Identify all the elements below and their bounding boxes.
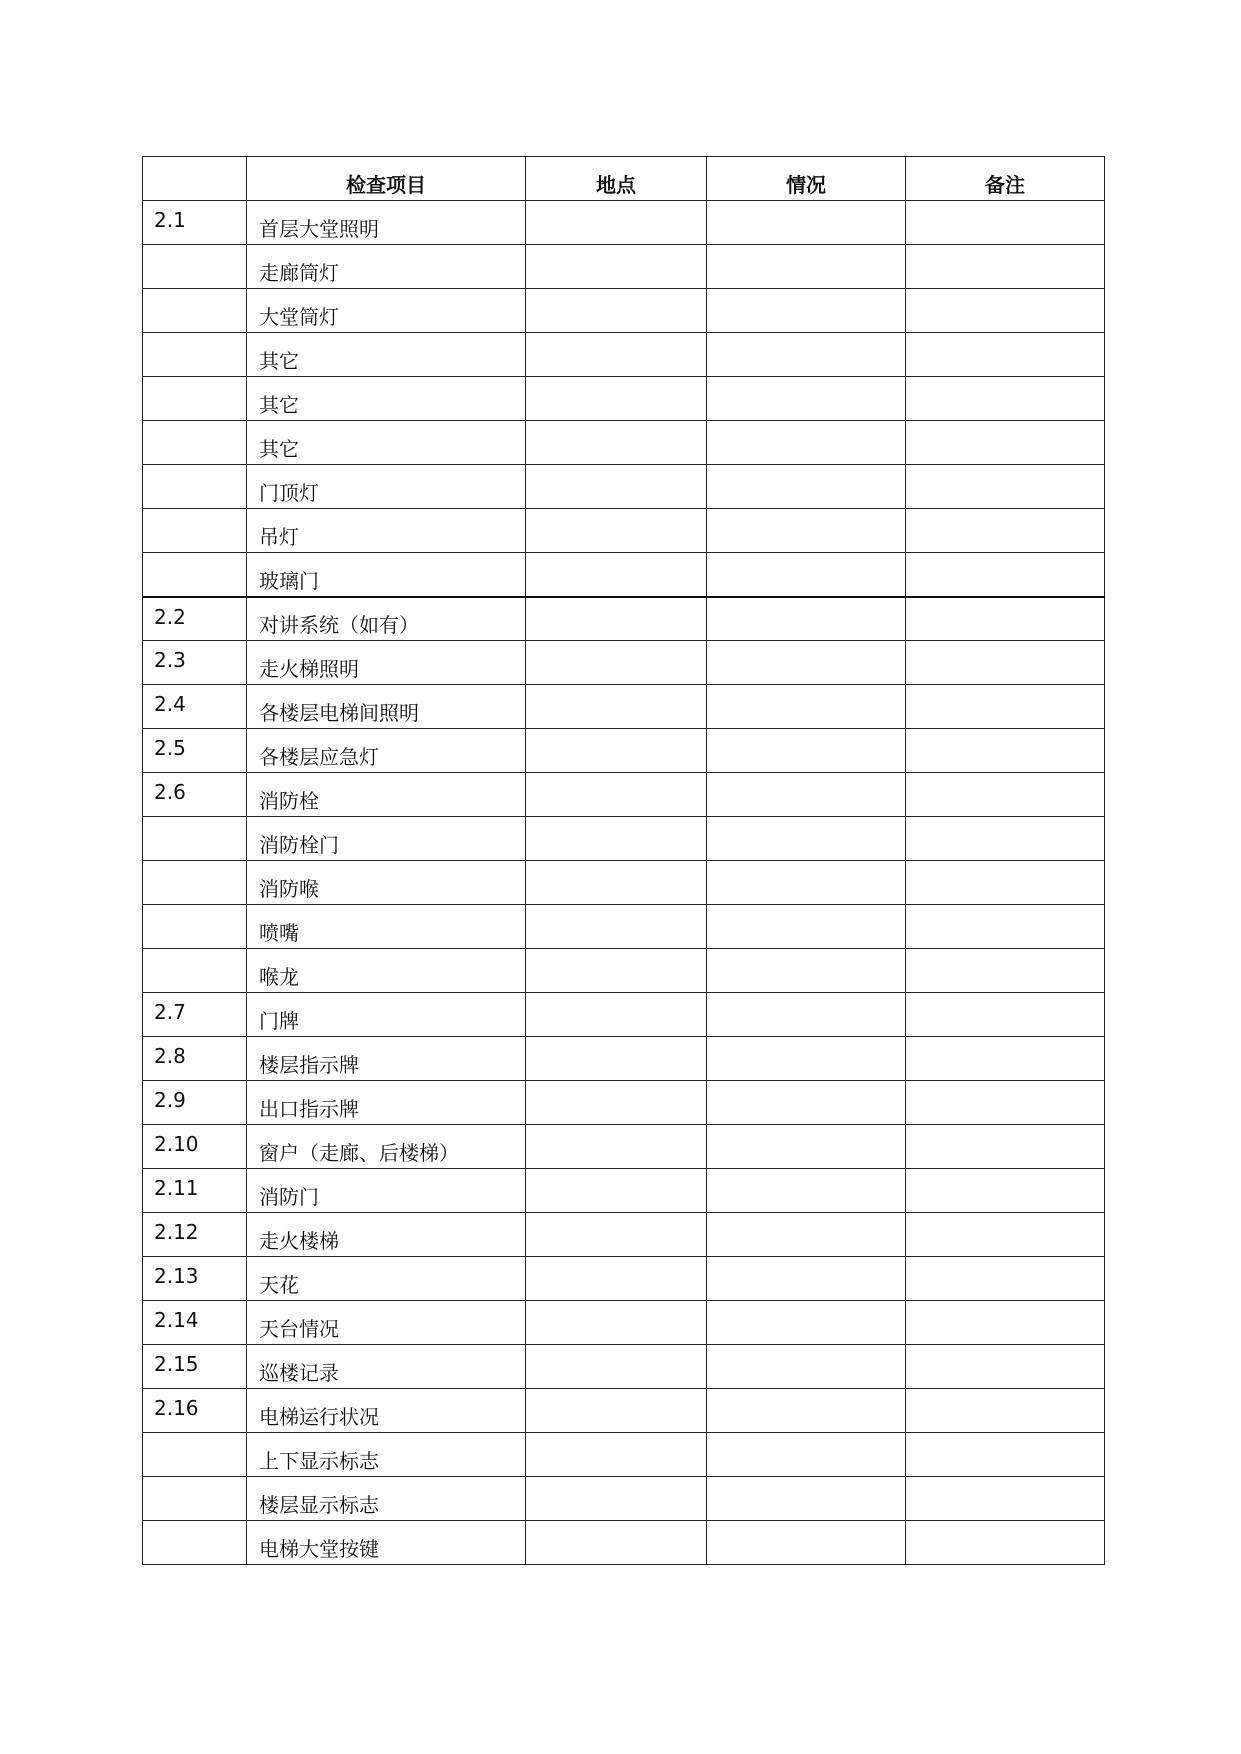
- cell-number: 2.6: [143, 773, 247, 817]
- cell-condition: [707, 905, 906, 949]
- table-row: [143, 993, 1105, 1037]
- cell-condition: [707, 861, 906, 905]
- cell-item: 楼层指示牌: [247, 1037, 526, 1081]
- cell-location: [526, 1081, 707, 1125]
- table-row: [143, 685, 1105, 729]
- cell-remarks: [906, 1081, 1105, 1125]
- cell-remarks: [906, 949, 1105, 993]
- cell-number: 2.3: [143, 641, 247, 685]
- cell-number: 2.13: [143, 1257, 247, 1301]
- cell-location: [526, 905, 707, 949]
- cell-remarks: [906, 201, 1105, 245]
- cell-number: 2.8: [143, 1037, 247, 1081]
- cell-location: [526, 201, 707, 245]
- cell-number: 2.5: [143, 729, 247, 773]
- cell-condition: [707, 1521, 906, 1565]
- cell-number: [143, 465, 247, 509]
- cell-number: [143, 377, 247, 421]
- cell-condition: [707, 773, 906, 817]
- cell-condition: [707, 1037, 906, 1081]
- cell-condition: [707, 377, 906, 421]
- cell-location: [526, 817, 707, 861]
- cell-location: [526, 245, 707, 289]
- cell-location: [526, 333, 707, 377]
- cell-item: 各楼层电梯间照明: [247, 685, 526, 729]
- table-row: [143, 421, 1105, 465]
- table-row: [143, 1301, 1105, 1345]
- cell-condition: [707, 465, 906, 509]
- cell-remarks: [906, 245, 1105, 289]
- cell-number: 2.11: [143, 1169, 247, 1213]
- table-row: [143, 1521, 1105, 1565]
- table-row: [143, 289, 1105, 333]
- cell-number: 2.4: [143, 685, 247, 729]
- cell-item: 走火梯照明: [247, 641, 526, 685]
- cell-number: [143, 553, 247, 597]
- cell-remarks: [906, 1257, 1105, 1301]
- cell-number: [143, 289, 247, 333]
- cell-item: 电梯运行状况: [247, 1389, 526, 1433]
- cell-condition: [707, 817, 906, 861]
- cell-remarks: [906, 1389, 1105, 1433]
- table-row: [143, 553, 1105, 597]
- cell-location: [526, 1521, 707, 1565]
- cell-condition: [707, 1257, 906, 1301]
- cell-remarks: [906, 377, 1105, 421]
- cell-number: [143, 1521, 247, 1565]
- cell-location: [526, 1301, 707, 1345]
- cell-condition: [707, 685, 906, 729]
- cell-remarks: [906, 993, 1105, 1037]
- cell-item: 其它: [247, 377, 526, 421]
- cell-condition: [707, 949, 906, 993]
- cell-item: 对讲系统（如有）: [247, 597, 526, 641]
- cell-location: [526, 509, 707, 553]
- cell-location: [526, 1433, 707, 1477]
- cell-number: 2.2: [143, 597, 247, 641]
- cell-condition: [707, 1213, 906, 1257]
- cell-remarks: [906, 289, 1105, 333]
- cell-number: 2.9: [143, 1081, 247, 1125]
- cell-location: [526, 1037, 707, 1081]
- table-row: [143, 201, 1105, 245]
- table-row: [143, 641, 1105, 685]
- table-row: [143, 333, 1105, 377]
- cell-item: 消防喉: [247, 861, 526, 905]
- table-row: [143, 1433, 1105, 1477]
- table-row: [143, 509, 1105, 553]
- cell-number: 2.12: [143, 1213, 247, 1257]
- cell-item: 巡楼记录: [247, 1345, 526, 1389]
- cell-number: [143, 905, 247, 949]
- table-row: [143, 1345, 1105, 1389]
- header-row: [143, 157, 1105, 201]
- cell-item: 首层大堂照明: [247, 201, 526, 245]
- cell-item: 上下显示标志: [247, 1433, 526, 1477]
- cell-location: [526, 949, 707, 993]
- cell-item: 电梯大堂按键: [247, 1521, 526, 1565]
- cell-location: [526, 641, 707, 685]
- cell-location: [526, 1213, 707, 1257]
- cell-remarks: [906, 597, 1105, 641]
- cell-location: [526, 1257, 707, 1301]
- cell-item: 天台情况: [247, 1301, 526, 1345]
- table-row: [143, 1257, 1105, 1301]
- cell-location: [526, 377, 707, 421]
- cell-condition: [707, 245, 906, 289]
- cell-item: 各楼层应急灯: [247, 729, 526, 773]
- cell-number: 2.7: [143, 993, 247, 1037]
- cell-remarks: [906, 1477, 1105, 1521]
- cell-item: 吊灯: [247, 509, 526, 553]
- cell-location: [526, 289, 707, 333]
- cell-remarks: [906, 1213, 1105, 1257]
- cell-condition: [707, 1301, 906, 1345]
- cell-location: [526, 1125, 707, 1169]
- cell-condition: [707, 1389, 906, 1433]
- cell-item: 其它: [247, 333, 526, 377]
- cell-remarks: [906, 685, 1105, 729]
- cell-item: 消防栓: [247, 773, 526, 817]
- cell-condition: [707, 201, 906, 245]
- cell-remarks: [906, 861, 1105, 905]
- cell-number: [143, 245, 247, 289]
- table-row: [143, 1037, 1105, 1081]
- table-row: [143, 817, 1105, 861]
- cell-number: 2.16: [143, 1389, 247, 1433]
- cell-number: [143, 1433, 247, 1477]
- cell-remarks: [906, 1433, 1105, 1477]
- cell-number: [143, 1477, 247, 1521]
- cell-number: 2.10: [143, 1125, 247, 1169]
- cell-condition: [707, 729, 906, 773]
- table-row: [143, 597, 1105, 641]
- header-number: [143, 157, 247, 201]
- cell-condition: [707, 289, 906, 333]
- cell-condition: [707, 553, 906, 597]
- table-row: [143, 1169, 1105, 1213]
- cell-item: 窗户（走廊、后楼梯）: [247, 1125, 526, 1169]
- cell-remarks: [906, 553, 1105, 597]
- cell-condition: [707, 993, 906, 1037]
- cell-item: 楼层显示标志: [247, 1477, 526, 1521]
- table-row: [143, 1081, 1105, 1125]
- cell-remarks: [906, 1169, 1105, 1213]
- cell-number: 2.14: [143, 1301, 247, 1345]
- cell-item: 走廊筒灯: [247, 245, 526, 289]
- cell-location: [526, 553, 707, 597]
- cell-remarks: [906, 1301, 1105, 1345]
- table-row: [143, 1477, 1105, 1521]
- table-row: [143, 245, 1105, 289]
- cell-item: 门顶灯: [247, 465, 526, 509]
- cell-item: 其它: [247, 421, 526, 465]
- cell-remarks: [906, 421, 1105, 465]
- table-row: [143, 773, 1105, 817]
- cell-condition: [707, 1081, 906, 1125]
- cell-number: [143, 509, 247, 553]
- cell-remarks: [906, 729, 1105, 773]
- table-row: [143, 377, 1105, 421]
- cell-remarks: [906, 773, 1105, 817]
- cell-item: 玻璃门: [247, 553, 526, 597]
- cell-condition: [707, 1169, 906, 1213]
- cell-condition: [707, 1345, 906, 1389]
- table-row: [143, 949, 1105, 993]
- cell-condition: [707, 597, 906, 641]
- cell-remarks: [906, 905, 1105, 949]
- cell-location: [526, 861, 707, 905]
- table-row: [143, 905, 1105, 949]
- table-body: [143, 201, 1105, 1565]
- cell-item: 消防门: [247, 1169, 526, 1213]
- cell-location: [526, 597, 707, 641]
- cell-item: 出口指示牌: [247, 1081, 526, 1125]
- cell-remarks: [906, 641, 1105, 685]
- cell-condition: [707, 333, 906, 377]
- cell-item: 消防栓门: [247, 817, 526, 861]
- cell-condition: [707, 509, 906, 553]
- inspection-table: [142, 156, 1105, 1565]
- cell-item: 喷嘴: [247, 905, 526, 949]
- table-row: [143, 729, 1105, 773]
- header-condition: 情况: [707, 157, 906, 201]
- cell-item: 门牌: [247, 993, 526, 1037]
- table-row: [143, 1389, 1105, 1433]
- table-row: [143, 1125, 1105, 1169]
- cell-condition: [707, 641, 906, 685]
- cell-remarks: [906, 817, 1105, 861]
- cell-remarks: [906, 333, 1105, 377]
- cell-condition: [707, 1125, 906, 1169]
- cell-item: 喉龙: [247, 949, 526, 993]
- cell-location: [526, 1345, 707, 1389]
- cell-location: [526, 1477, 707, 1521]
- cell-location: [526, 729, 707, 773]
- header-location: 地点: [526, 157, 707, 201]
- cell-number: 2.1: [143, 201, 247, 245]
- cell-condition: [707, 1477, 906, 1521]
- table-row: [143, 1213, 1105, 1257]
- table-row: [143, 465, 1105, 509]
- cell-condition: [707, 1433, 906, 1477]
- cell-number: [143, 949, 247, 993]
- cell-number: [143, 333, 247, 377]
- cell-number: [143, 861, 247, 905]
- cell-number: [143, 421, 247, 465]
- cell-item: 大堂筒灯: [247, 289, 526, 333]
- cell-remarks: [906, 1125, 1105, 1169]
- table-row: [143, 861, 1105, 905]
- cell-remarks: [906, 1345, 1105, 1389]
- cell-item: 走火楼梯: [247, 1213, 526, 1257]
- cell-remarks: [906, 465, 1105, 509]
- cell-location: [526, 685, 707, 729]
- cell-location: [526, 993, 707, 1037]
- cell-location: [526, 465, 707, 509]
- cell-remarks: [906, 1037, 1105, 1081]
- cell-number: [143, 817, 247, 861]
- cell-location: [526, 421, 707, 465]
- cell-number: 2.15: [143, 1345, 247, 1389]
- cell-location: [526, 1389, 707, 1433]
- cell-condition: [707, 421, 906, 465]
- cell-remarks: [906, 1521, 1105, 1565]
- cell-remarks: [906, 509, 1105, 553]
- header-remarks: 备注: [906, 157, 1105, 201]
- cell-location: [526, 773, 707, 817]
- header-item: 检查项目: [247, 157, 526, 201]
- cell-location: [526, 1169, 707, 1213]
- cell-item: 天花: [247, 1257, 526, 1301]
